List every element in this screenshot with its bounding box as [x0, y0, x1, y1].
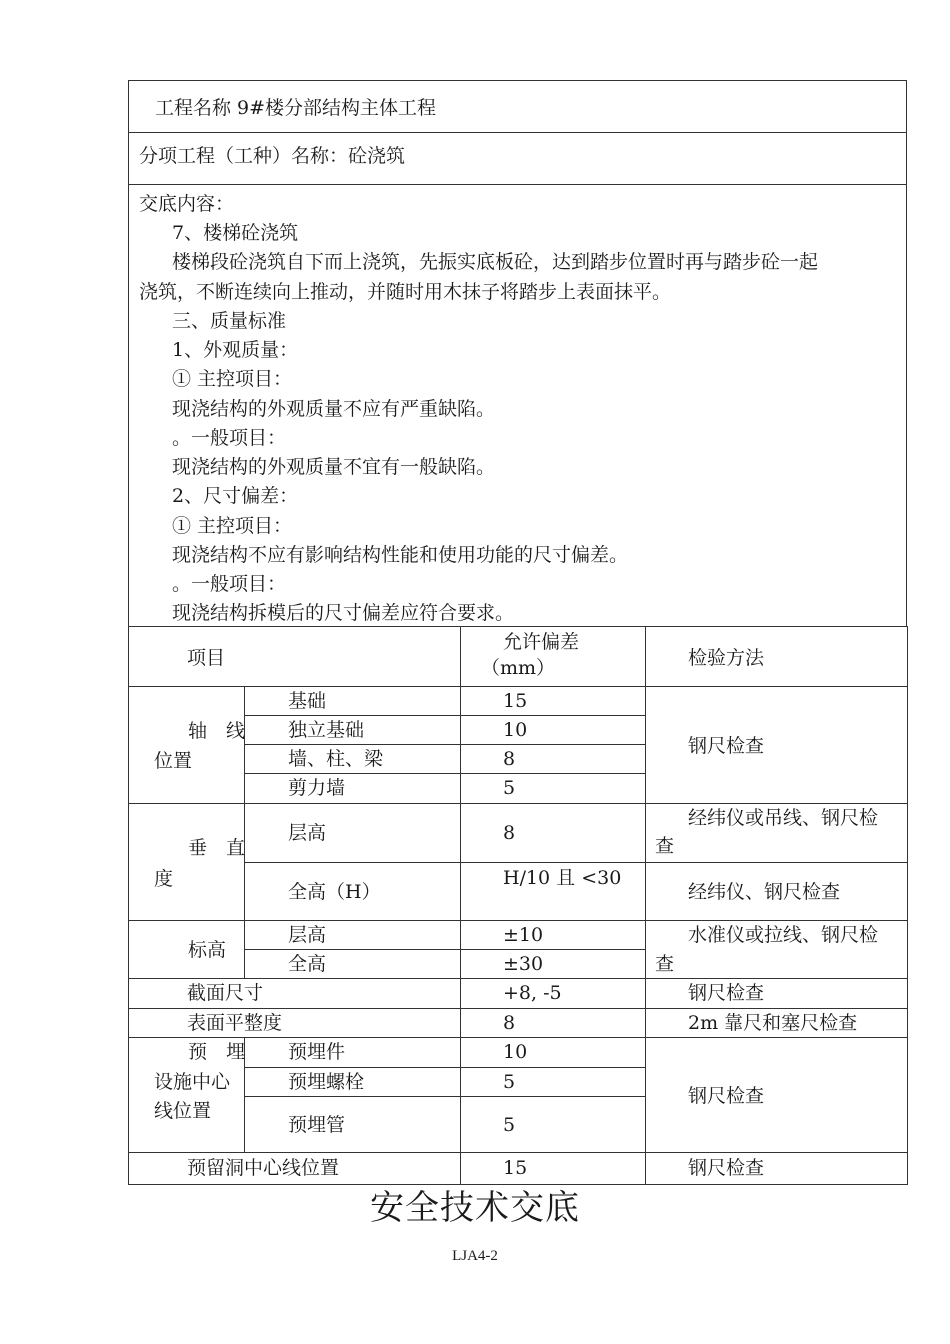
value: 8: [503, 1012, 516, 1034]
sub-item-cell: [245, 1038, 461, 1068]
method: 钢尺检查: [688, 1085, 765, 1107]
value-cell: [461, 863, 646, 921]
header-item-cell: [129, 627, 461, 687]
sub-item: 预埋管: [288, 1114, 346, 1136]
method: 2m 靠尺和塞尺检查: [688, 1012, 858, 1034]
method-cell: [646, 863, 908, 921]
table-row: [129, 1153, 908, 1185]
method-cell: [646, 1038, 908, 1153]
table-header-row: [129, 627, 908, 687]
table-row: [129, 921, 908, 950]
method: 水准仪或拉线、钢尺检: [688, 924, 879, 946]
item-label: 预留洞中心线位置: [187, 1157, 340, 1179]
axis-label-cell: [129, 687, 245, 804]
method: 经纬仪、钢尺检查: [688, 881, 841, 903]
method-cell: [646, 921, 908, 979]
value-cell: [461, 687, 646, 716]
value: 5: [503, 1071, 516, 1093]
value-cell: [461, 921, 646, 950]
content-line: 三、质量标准: [172, 310, 287, 332]
value: 10: [503, 719, 528, 741]
value-cell: [461, 979, 646, 1009]
sub-item: 预埋螺栓: [288, 1071, 365, 1093]
content-line: 2、尺寸偏差：: [172, 485, 299, 507]
table-row: [129, 863, 908, 921]
method: 经纬仪或吊线、钢尺检: [688, 807, 879, 829]
sub-item-cell: [245, 745, 461, 774]
header-tolerance-cell: [461, 627, 646, 687]
value: +8, -5: [503, 982, 562, 1004]
vertical-label-2: 度: [154, 868, 174, 890]
content-line: 。一般项目：: [172, 427, 287, 449]
table-row: [129, 687, 908, 716]
content-line: 7、楼梯砼浇筑: [172, 222, 299, 244]
vertical-label-cell: [129, 804, 245, 921]
method-cell: [646, 1009, 908, 1038]
project-name-row: [129, 81, 906, 133]
content-line: 现浇结构拆模后的尺寸偏差应符合要求。: [172, 602, 515, 624]
table-row: [129, 1038, 908, 1068]
method-cell: [646, 804, 908, 863]
value-cell: [461, 745, 646, 774]
sub-item-cell: [245, 1097, 461, 1153]
value: 8: [503, 748, 516, 770]
content-line: 浇筑，不断连续向上推动，并随时用木抹子将踏步上表面抹平。: [139, 281, 672, 303]
content-line: 楼梯段砼浇筑自下而上浇筑，先振实底板砼，达到踏步位置时再与踏步砼一起: [172, 251, 819, 273]
sub-item-cell: [245, 1068, 461, 1097]
value-cell: [461, 1153, 646, 1185]
sub-item-cell: [245, 687, 461, 716]
content-line: ① 主控项目：: [172, 515, 293, 537]
header-item: 项目: [187, 647, 226, 669]
sub-item-cell: [245, 950, 461, 979]
item-cell: [129, 979, 461, 1009]
method-cell: [646, 1153, 908, 1185]
value: 10: [503, 1041, 528, 1063]
sub-item: 层高: [288, 924, 327, 946]
method: 钢尺检查: [688, 982, 765, 1004]
content-line: 。一般项目：: [172, 573, 287, 595]
value-cell: [461, 716, 646, 745]
value-cell: [461, 950, 646, 979]
item-label: 表面平整度: [187, 1012, 283, 1034]
header-method-cell: [646, 627, 908, 687]
value-cell: [461, 804, 646, 863]
tolerance-table: [128, 626, 908, 1185]
header-tolerance: 允许偏差: [503, 631, 580, 653]
method: 钢尺检查: [688, 735, 765, 757]
sub-item-cell: [245, 804, 461, 863]
table-row: [129, 979, 908, 1009]
value-cell: [461, 1009, 646, 1038]
value: 15: [503, 690, 528, 712]
sub-item: 全高: [288, 953, 327, 975]
content-line: ① 主控项目：: [172, 368, 293, 390]
content-heading: 交底内容：: [139, 193, 235, 215]
table-row: [129, 1009, 908, 1038]
sub-item-cell: [245, 863, 461, 921]
content-line: 现浇结构的外观质量不宜有一般缺陷。: [172, 456, 496, 478]
value-cell: [461, 1068, 646, 1097]
embedded-label-2: 设施中心: [154, 1071, 231, 1093]
sub-project-row: [129, 133, 906, 185]
content-line: 现浇结构的外观质量不应有严重缺陷。: [172, 398, 496, 420]
sub-item-cell: [245, 716, 461, 745]
content-line: 现浇结构不应有影响结构性能和使用功能的尺寸偏差。: [172, 544, 629, 566]
value: 15: [503, 1157, 528, 1179]
embedded-label-cell: [129, 1038, 245, 1153]
section-title: 安全技术交底: [370, 1188, 580, 1228]
method-continued: 查: [655, 953, 675, 975]
method-cell: [646, 979, 908, 1009]
header-tolerance-unit: （mm）: [481, 657, 556, 679]
content-line: 1、外观质量：: [172, 339, 299, 361]
sub-item-cell: [245, 921, 461, 950]
vertical-label: 垂 直: [188, 837, 246, 859]
sub-item: 独立基础: [288, 719, 365, 741]
sub-item: 剪力墙: [288, 777, 346, 799]
sub-item-cell: [245, 774, 461, 804]
sub-item: 基础: [288, 690, 327, 712]
axis-label-2: 位置: [154, 750, 193, 772]
elevation-label: 标高: [188, 939, 227, 961]
item-cell: [129, 1009, 461, 1038]
sub-item: 层高: [288, 822, 327, 844]
sub-item: 全高（H）: [288, 881, 381, 903]
item-cell: [129, 1153, 461, 1185]
method-cell: [646, 687, 908, 804]
header-method: 检验方法: [688, 647, 765, 669]
value: 8: [503, 822, 516, 844]
method-continued: 查: [655, 835, 675, 857]
item-label: 截面尺寸: [187, 982, 264, 1004]
value-cell: [461, 774, 646, 804]
sub-item: 预埋件: [288, 1041, 346, 1063]
elevation-label-cell: [129, 921, 245, 979]
value: 5: [503, 1114, 516, 1136]
value-cell: [461, 1097, 646, 1153]
value: ±30: [503, 953, 544, 975]
project-name: 工程名称 9#楼分部结构主体工程: [155, 97, 437, 119]
axis-label: 轴 线: [188, 720, 246, 742]
sub-item: 墙、柱、梁: [288, 748, 384, 770]
value: H/10 且 <30: [503, 867, 622, 889]
embedded-label-3: 线位置: [154, 1100, 212, 1122]
value: ±10: [503, 924, 544, 946]
sub-project-name: 分项工程（工种）名称：砼浇筑: [139, 145, 406, 167]
table-row: [129, 804, 908, 863]
value-cell: [461, 1038, 646, 1068]
document-code: LJA4-2: [452, 1248, 498, 1264]
value: 5: [503, 777, 516, 799]
disclosure-header-box: [128, 80, 907, 626]
embedded-label: 预 埋: [188, 1041, 246, 1063]
method: 钢尺检查: [688, 1157, 765, 1179]
